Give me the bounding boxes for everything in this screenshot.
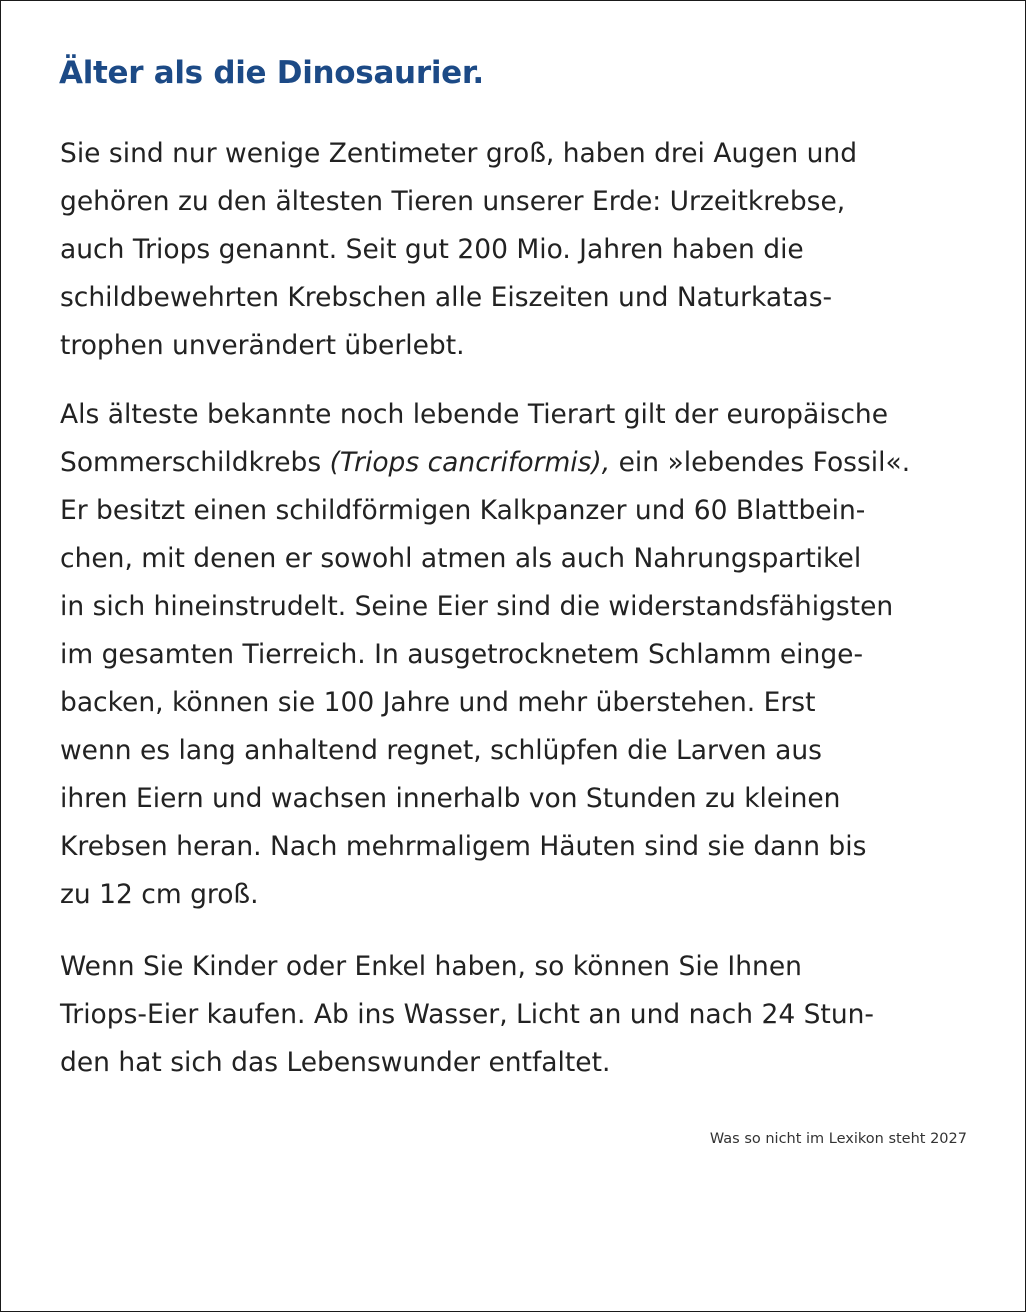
text-line: ihren Eiern und wachsen innerhalb von Stunden zu kleinen — [60, 783, 841, 814]
text-line: backen, können sie 100 Jahre und mehr überstehen. Erst — [60, 687, 816, 718]
species-name: (Triops cancriformis), — [329, 447, 611, 478]
text-line: wenn es lang anhaltend regnet, schlüpfen die Larven aus — [60, 735, 822, 766]
text-line: den hat sich das Lebenswunder entfaltet. — [60, 1047, 611, 1078]
paragraph-3 — [60, 943, 874, 1087]
text-line: im gesamten Tierreich. In ausgetrocknetem Schlamm einge- — [60, 639, 864, 670]
text-line: Wenn Sie Kinder oder Enkel haben, so können Sie Ihnen — [60, 951, 802, 982]
footer-source: Was so nicht im Lexikon steht 2027 — [709, 1131, 967, 1147]
text-line: Er besitzt einen schildförmigen Kalkpanzer und 60 Blattbein- — [60, 495, 866, 526]
text-segment: ein »lebendes Fossil«. — [610, 447, 911, 478]
text-line: chen, mit denen er sowohl atmen als auch Nahrungspartikel — [60, 543, 862, 574]
text-segment: Sommerschildkrebs — [60, 447, 330, 478]
text-line: Als älteste bekannte noch lebende Tierart gilt der europäische — [60, 399, 889, 430]
text-line: schildbewehrten Krebschen alle Eiszeiten und Naturkatas- — [60, 282, 833, 313]
text-line: Triops-Eier kaufen. Ab ins Wasser, Licht an und nach 24 Stun- — [60, 999, 874, 1030]
paragraph-2 — [60, 391, 910, 919]
text-line: in sich hineinstrudelt. Seine Eier sind die widerstandsfähigsten — [60, 591, 894, 622]
paragraph-1 — [60, 130, 857, 370]
page-title: Älter als die Dinosaurier. — [59, 55, 484, 91]
text-line: zu 12 cm groß. — [60, 879, 259, 910]
text-line-with-species — [60, 439, 910, 487]
text-line: Krebsen heran. Nach mehrmaligem Häuten sind sie dann bis — [60, 831, 867, 862]
text-line: trophen unverändert überlebt. — [60, 330, 465, 361]
text-line: auch Triops genannt. Seit gut 200 Mio. Jahren haben die — [60, 234, 804, 265]
text-line: gehören zu den ältesten Tieren unserer Erde: Urzeitkrebse, — [60, 186, 846, 217]
text-line: Sie sind nur wenige Zentimeter groß, haben drei Augen und — [60, 138, 858, 169]
